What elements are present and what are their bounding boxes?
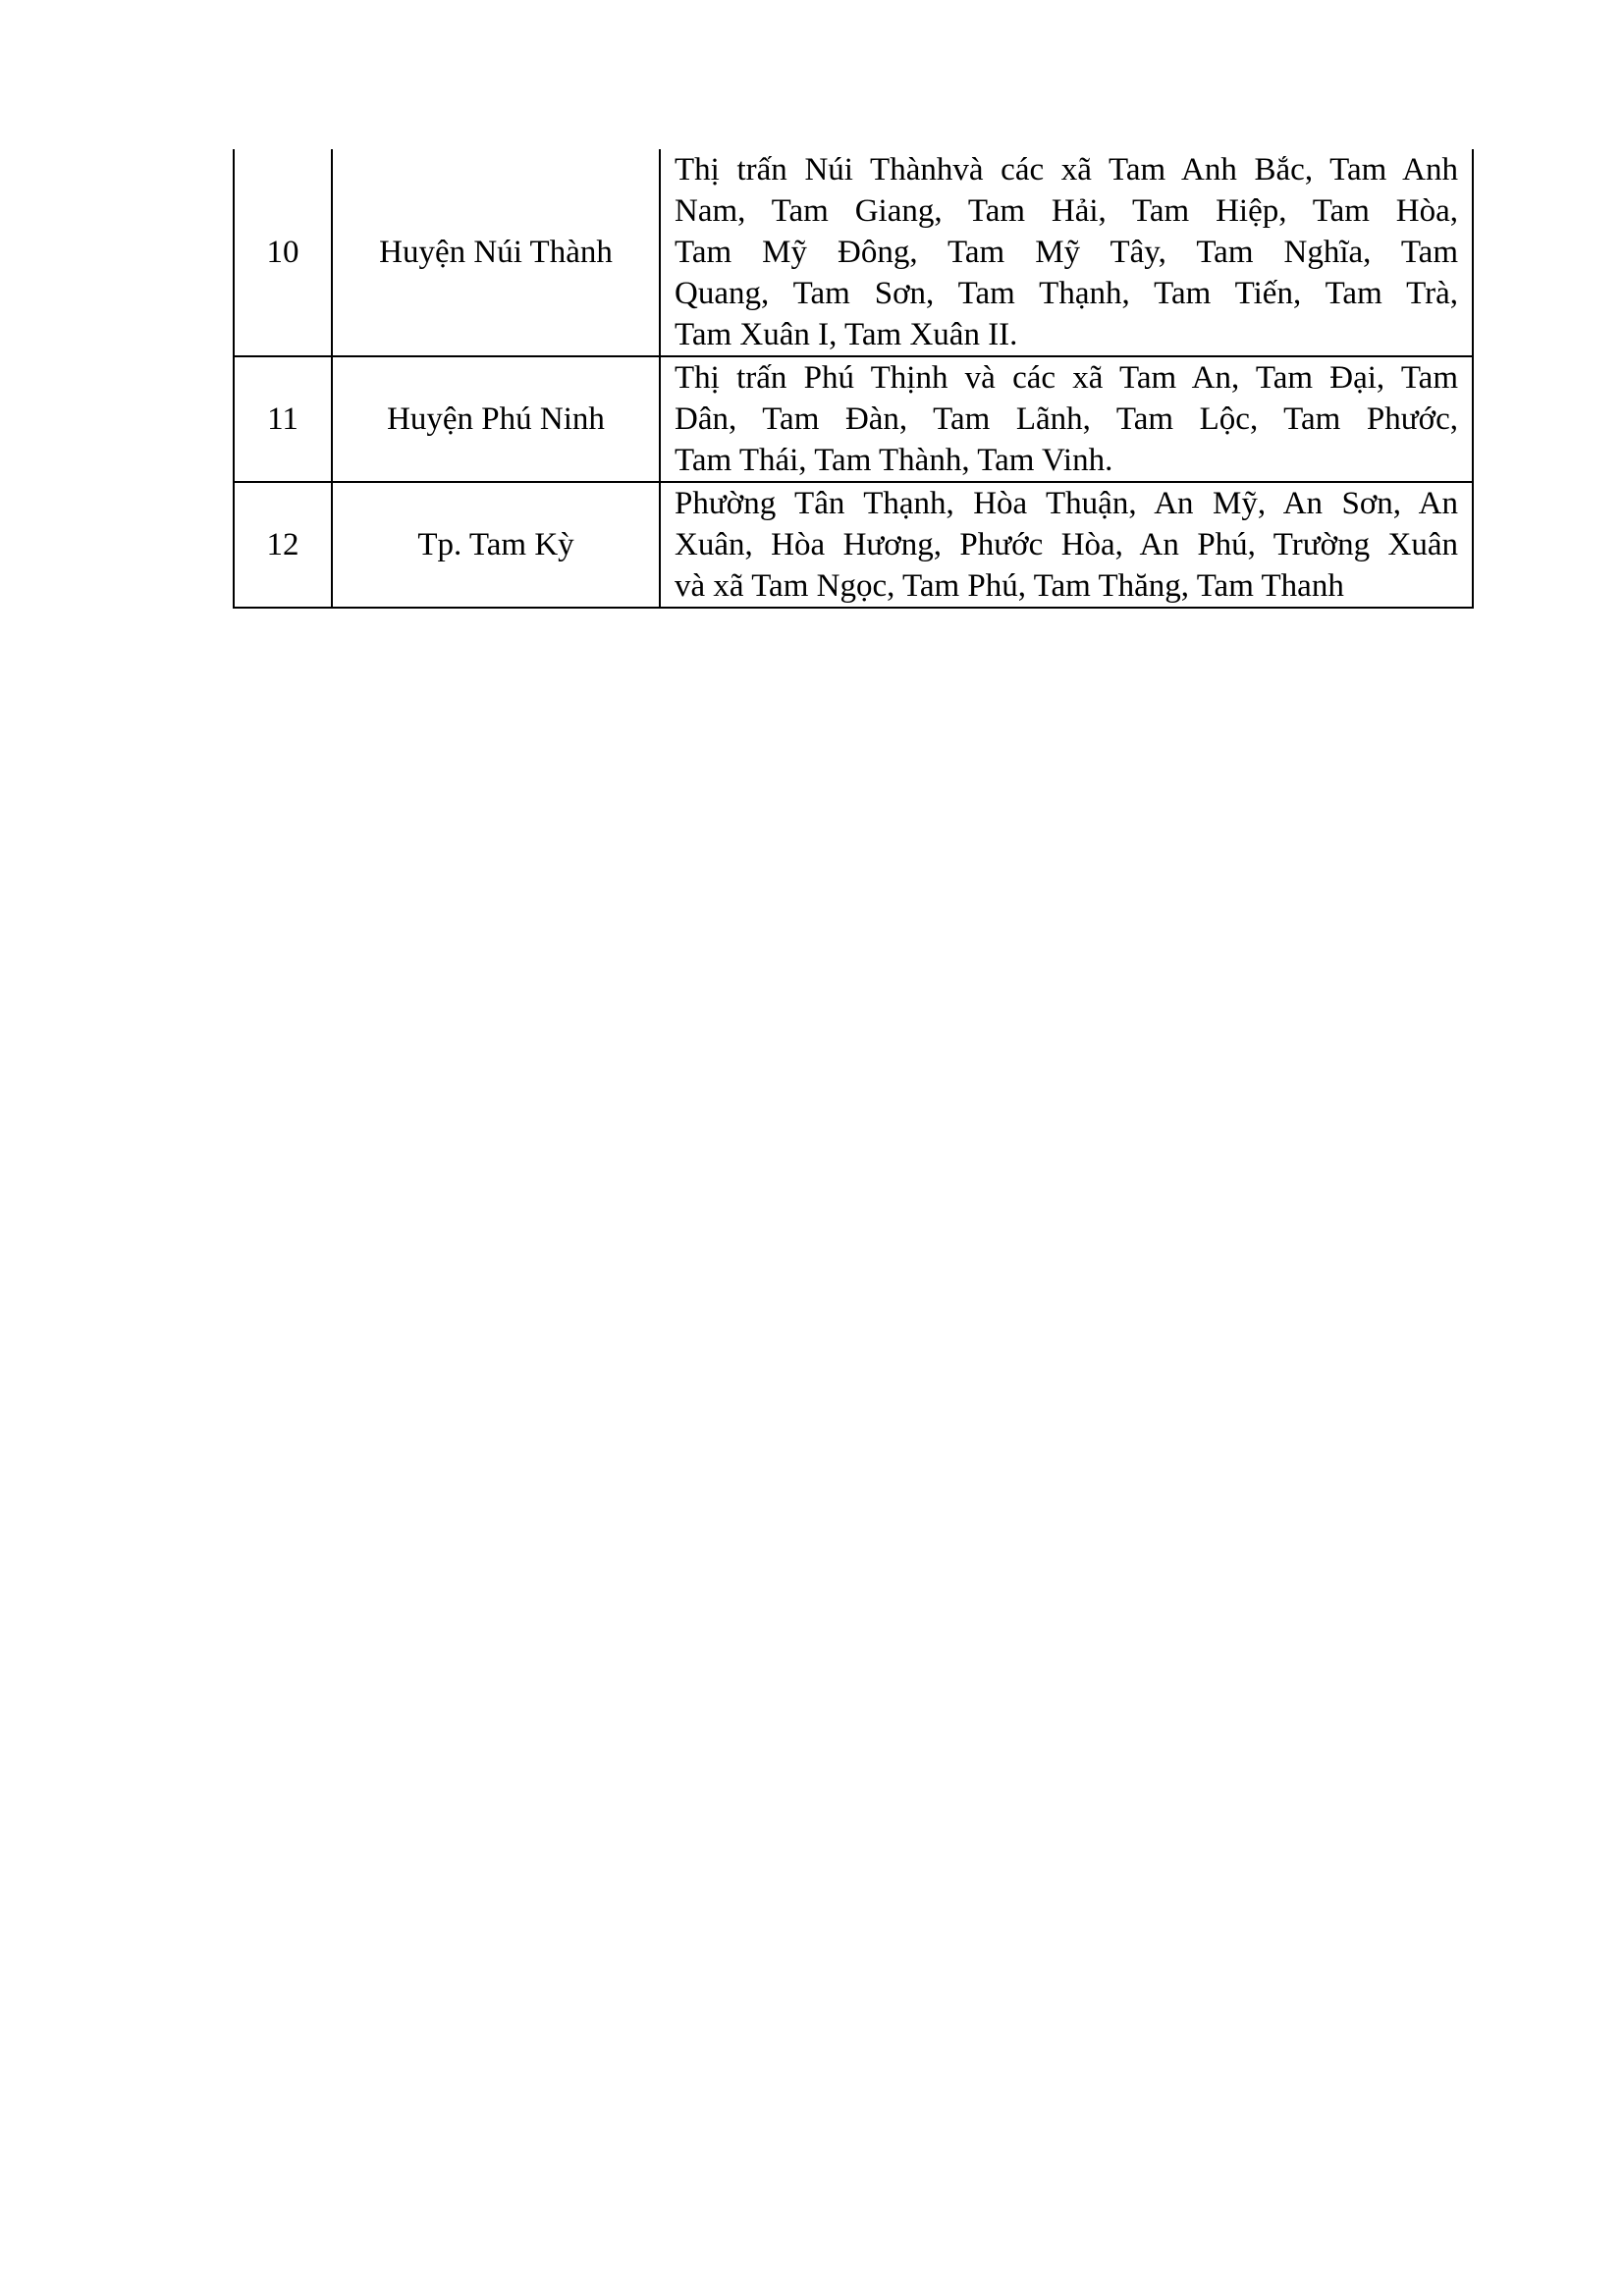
description-line: Thị trấn Phú Thịnh và các xã Tam An, Tam Đại, Tam bbox=[675, 360, 1458, 396]
unit-name: Huyện Phú Ninh bbox=[332, 356, 660, 482]
table-row bbox=[234, 356, 1473, 482]
description-line: Tam Xuân I, Tam Xuân II. bbox=[675, 317, 1018, 352]
administrative-units-table bbox=[233, 149, 1474, 609]
description-line: Thị trấn Núi Thànhvà các xã Tam Anh Bắc, Tam Anh bbox=[675, 152, 1458, 187]
description-line: và xã Tam Ngọc, Tam Phú, Tam Thăng, Tam Thanh bbox=[675, 568, 1344, 604]
unit-description bbox=[660, 482, 1473, 608]
row-number: 12 bbox=[234, 482, 332, 608]
row-number: 10 bbox=[234, 149, 332, 356]
description-line: Tam Mỹ Đông, Tam Mỹ Tây, Tam Nghĩa, Tam bbox=[675, 235, 1458, 270]
description-line: Quang, Tam Sơn, Tam Thạnh, Tam Tiến, Tam Trà, bbox=[675, 276, 1458, 311]
table-row bbox=[234, 482, 1473, 608]
unit-name: Tp. Tam Kỳ bbox=[332, 482, 660, 608]
unit-description bbox=[660, 149, 1473, 356]
description-line: Dân, Tam Đàn, Tam Lãnh, Tam Lộc, Tam Phước, bbox=[675, 401, 1458, 437]
table-row bbox=[234, 149, 1473, 356]
description-line: Phường Tân Thạnh, Hòa Thuận, An Mỹ, An Sơn, An bbox=[675, 486, 1458, 521]
description-line: Nam, Tam Giang, Tam Hải, Tam Hiệp, Tam Hòa, bbox=[675, 193, 1458, 229]
unit-name: Huyện Núi Thành bbox=[332, 149, 660, 356]
row-number: 11 bbox=[234, 356, 332, 482]
description-line: Xuân, Hòa Hương, Phước Hòa, An Phú, Trường Xuân bbox=[675, 527, 1458, 562]
description-line: Tam Thái, Tam Thành, Tam Vinh. bbox=[675, 443, 1113, 478]
unit-description bbox=[660, 356, 1473, 482]
